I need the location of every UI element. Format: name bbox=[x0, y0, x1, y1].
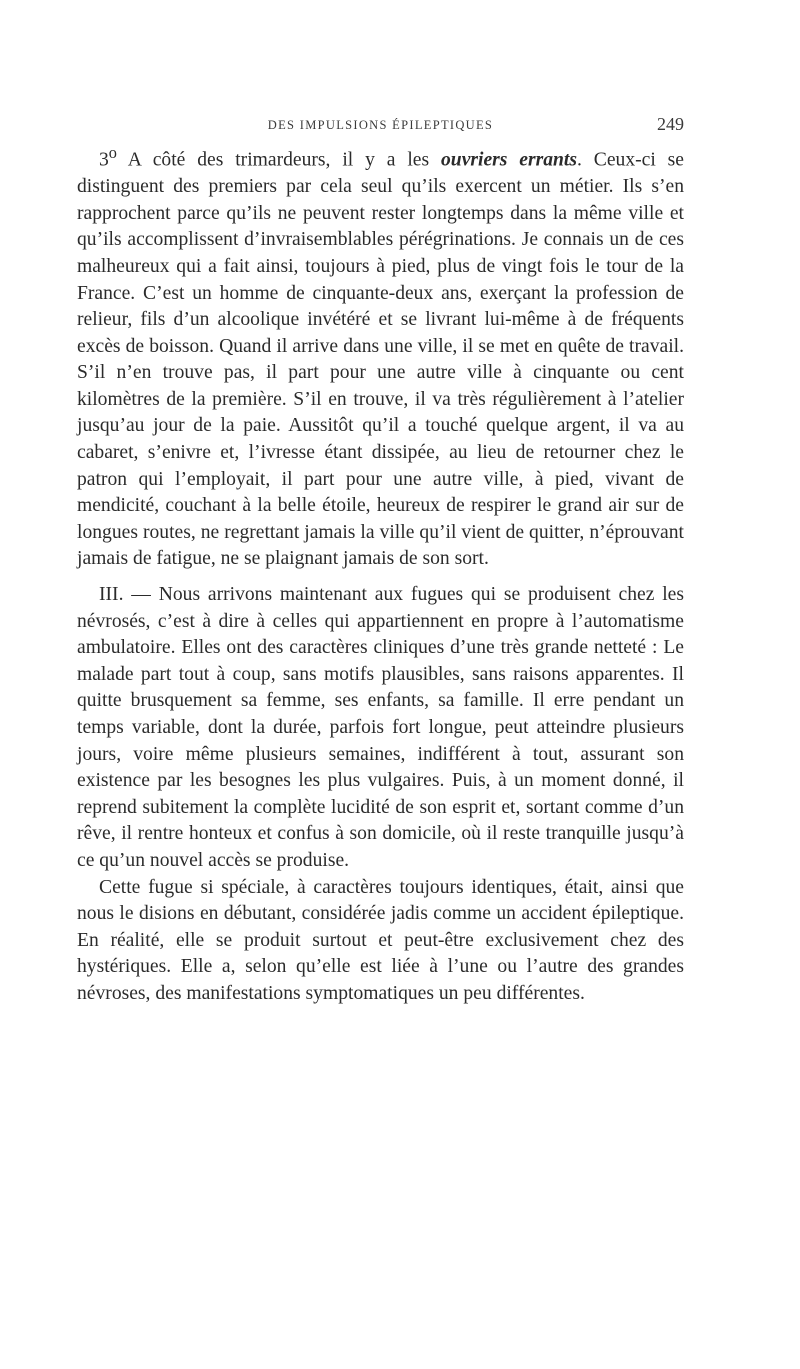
book-page bbox=[77, 100, 684, 1008]
paragraph-text: . Ceux-ci se distinguent des premiers par cela seul qu’ils exercent un métier. Ils s’en rapprochent parce qu’ils ne peuvent rester longtemps dans la même ville et qu’ils accomplissent d’invraisemblables pérégrinations. Je connais un de ces malheureux qui a fait ainsi, toujours à pied, plus de vingt fois le tour de la France. C’est un homme de cinquante-deux ans, exerçant la profession de relieur, fils d’un alcoolique invétéré et se livrant lui-même à de fréquents excès de boisson. Quand il arrive dans une ville, il se met en quête de travail. S’il n’en trouve pas, il part pour une autre ville à cinquante ou cent kilomètres de la première. S’il en trouve, il va très régulièrement à l’atelier jusqu’au jour de la paie. Aussitôt qu’il a touché quelque argent, il va au cabaret, s’enivre et, l’ivresse étant dissipée, au lieu de retourner chez le patron qui l’employait, il part pour une autre ville, à pied, vivant de mendicité, couchant à la belle étoile, heureux de respirer le grand air sur de longues routes, ne regrettant jamais la ville qu’il vient de quitter, n’éprouvant jamais de fatigue, ne se plaignant jamais de son sort. bbox=[77, 149, 685, 570]
paragraph-fugue: Cette fugue si spéciale, à caractères toujours identiques, était, ainsi que nous le disions en débutant, considérée jadis comme un accident épileptique. En réalité, elle se produit surtout et peut-être exclusivement chez des hystériques. Elle a, selon qu’elle est liée à l’une ou l’autre des grandes névroses, des manifestations symptomatiques un peu différentes. bbox=[77, 876, 684, 1004]
body-text bbox=[77, 140, 684, 1008]
emphasized-term: ouvriers errants bbox=[441, 149, 577, 171]
paragraph-text: A côté des trimardeurs, il y a les bbox=[116, 149, 441, 171]
page-number: 249 bbox=[657, 114, 684, 134]
running-title: DES IMPULSIONS ÉPILEPTIQUES bbox=[267, 118, 494, 132]
ordinal-suffix: o bbox=[108, 143, 117, 162]
paragraph-section-iii: III. — Nous arrivons maintenant aux fugues qui se produisent chez les névrosés, c’est à dire à celles qui appartiennent en propre à l’automatisme ambulatoire. Elles ont des caractères cliniques d’une très grande netteté : Le malade part tout à coup, sans motifs plausibles, sans raisons apparentes. Il quitte brusquement sa femme, ses enfants, sa famille. Il erre pendant un temps variable, dont la durée, parfois fort longue, peut atteindre plusieurs jours, voire même plusieurs semaines, indifférent à tout, assurant son existence par les besognes les plus vulgaires. Puis, à un moment donné, il reprend subitement la complète lucidité de son esprit et, sortant comme d’un rêve, il rentre honteux et confus à son domicile, où il reste tranquille jusqu’à ce qu’un nouvel accès se produise. bbox=[77, 584, 684, 871]
paragraph-number: 3 bbox=[99, 149, 109, 171]
paragraph-ouvriers-errants bbox=[77, 140, 684, 573]
running-head bbox=[77, 100, 684, 140]
